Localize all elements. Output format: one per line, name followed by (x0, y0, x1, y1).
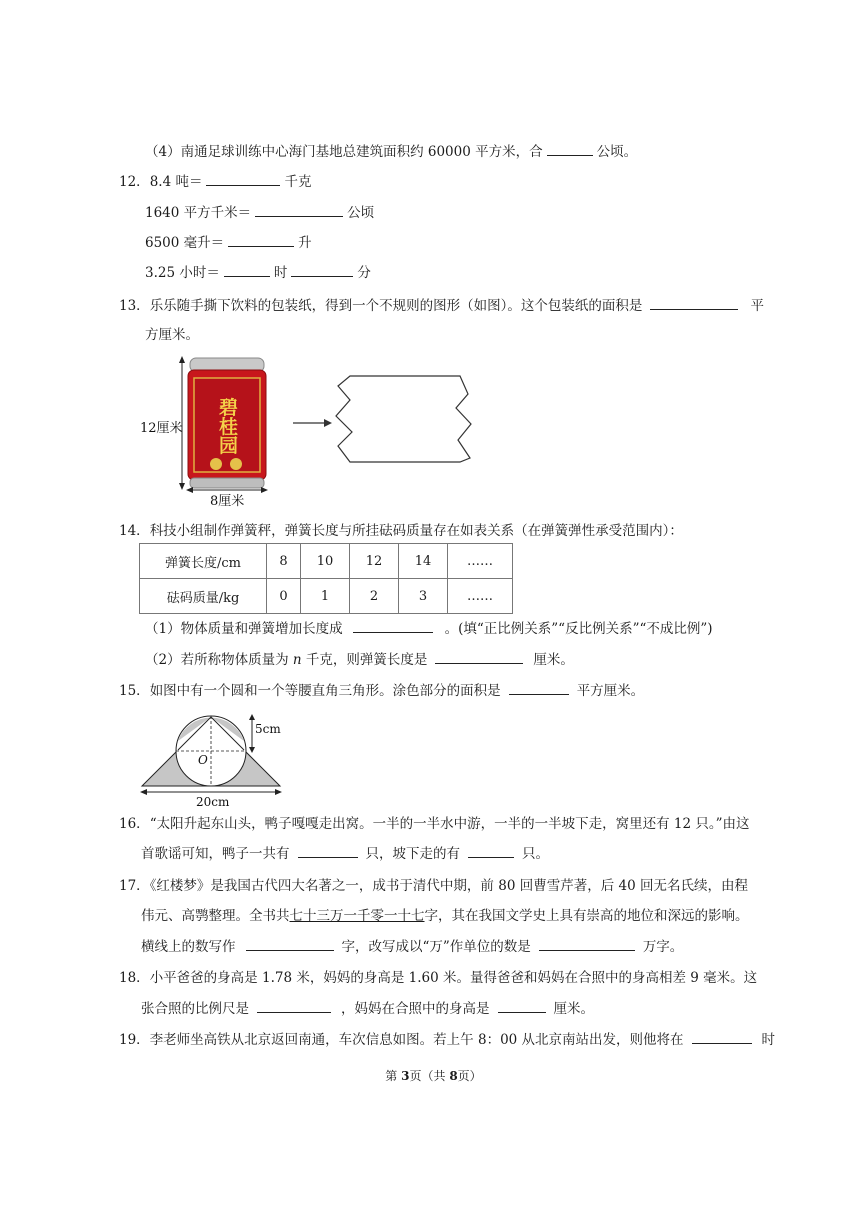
question-number: 16． (119, 816, 150, 832)
question-number: 13． (119, 298, 150, 314)
q14-sub1-suffix: 。(填“正比例关系”“反比例关系”“不成比例”) (444, 621, 713, 637)
q18-text: 张合照的比例尺是 (141, 1001, 249, 1017)
page-footer (0, 1067, 867, 1084)
q14-sub2-text: （2）若所称物体质量为 (145, 652, 289, 668)
q14-sub2 (145, 649, 574, 670)
table-row-header: 砝码质量/kg (140, 579, 267, 614)
total-pages: 8 (449, 1069, 458, 1083)
q15-line (119, 680, 644, 701)
q17-text: 字，其在我国文学史上具有崇高的地位和深远的影响。 (424, 908, 749, 924)
wrapper-shape (336, 376, 471, 462)
q16-text: 只。 (522, 846, 549, 862)
q19-line1 (119, 1029, 775, 1050)
footer-text: 第 (385, 1069, 402, 1083)
q17-text: 伟元、高鹗整理。全书共 (141, 908, 290, 924)
answer-blank[interactable] (257, 998, 331, 1013)
answer-blank[interactable] (539, 936, 635, 951)
q13-figure (138, 352, 483, 508)
q14-intro (119, 521, 683, 541)
q12-expr: 1640 平方千米＝ (145, 205, 252, 221)
q17-text: 横线上的数写作 (141, 939, 236, 955)
footer-text: 页） (457, 1069, 482, 1083)
q17-text: 万字。 (642, 939, 684, 955)
q16-text: 只，坡下走的有 (365, 846, 460, 862)
q18-text: 小平爸爸的身高是 1.78 米，妈妈的身高是 1.60 米。量得爸爸和妈妈在合照中的身高相差 9 毫米。这 (149, 970, 758, 986)
question-number: 12． (119, 174, 150, 190)
variable-n: n (292, 652, 302, 668)
footer-text: 页（共 (409, 1069, 450, 1083)
question-number: 17． (119, 878, 150, 894)
q13-line2 (145, 325, 199, 345)
question-number: 14． (119, 523, 150, 539)
q13-text: 方厘米。 (145, 327, 199, 343)
answer-blank[interactable] (298, 843, 358, 858)
answer-blank[interactable] (498, 998, 546, 1013)
answer-blank[interactable] (435, 649, 523, 664)
label-center-o: O (198, 753, 208, 767)
table-cell: 14 (399, 544, 448, 579)
table-cell: 12 (350, 544, 399, 579)
table-row (140, 544, 513, 579)
unit-text: 千克 (284, 174, 312, 190)
q17-text: 字，改写成以“万”作单位的数是 (341, 939, 531, 955)
unit-text: 厘米。 (533, 652, 574, 668)
spring-data-table (139, 543, 513, 614)
q17-line1 (119, 876, 748, 896)
q17-text: 《红楼梦》是我国古代四大名著之一，成书于清代中期，前 80 回曹雪芹著，后 40 回无名氏续，由程 (149, 878, 748, 894)
q12-expr: 8.4 吨＝ (149, 174, 203, 190)
answer-blank[interactable] (468, 843, 514, 858)
unit-text: 分 (357, 265, 371, 281)
question-number: 19． (119, 1032, 150, 1048)
answer-blank[interactable] (692, 1029, 752, 1044)
table-cell: 3 (399, 579, 448, 614)
height-label: 12厘米 (140, 421, 183, 436)
q15-text: 如图中有一个圆和一个等腰直角三角形。涂色部分的面积是 (149, 683, 501, 699)
q18-line1 (119, 968, 757, 988)
answer-blank[interactable] (650, 295, 738, 310)
unit-text: 平方厘米。 (576, 683, 645, 699)
label-5cm: 5cm (255, 722, 281, 736)
answer-blank[interactable] (246, 936, 334, 951)
q12-line3 (145, 232, 312, 253)
table-cell: 1 (301, 579, 350, 614)
table-cell: …… (448, 579, 513, 614)
answer-blank[interactable] (206, 171, 280, 186)
answer-blank[interactable] (547, 141, 593, 156)
table-row-header: 弹簧长度/cm (140, 544, 267, 579)
q19-tail: 时 (761, 1032, 776, 1048)
q18-text: ，妈妈在合照中的身高是 (341, 1001, 490, 1017)
q16-text: 首歌谣可知，鸭子一共有 (141, 846, 290, 862)
unit-text: 公顷。 (596, 144, 638, 160)
q13-line1 (119, 295, 764, 316)
answer-blank[interactable] (353, 618, 433, 633)
unit-text: 公顷 (347, 205, 375, 221)
q12-line2 (145, 202, 374, 223)
unit-text: 升 (298, 235, 312, 251)
q16-line1 (119, 814, 750, 834)
q15-figure (138, 706, 290, 808)
q14-sub1 (145, 618, 713, 639)
q12-line1 (119, 171, 311, 192)
unit-text: 时 (273, 265, 288, 281)
q19-text: 李老师坐高铁从北京返回南通，车次信息如图。若上午 8：00 从北京南站出发，则他将在 (149, 1032, 684, 1048)
q14-sub2-text: 千克，则弹簧长度是 (305, 652, 428, 668)
q14-text: 科技小组制作弹簧秤，弹簧长度与所挂砝码质量存在如表关系（在弹簧弹性承受范围内）： (149, 523, 683, 539)
can-brand-label: 碧桂园 (216, 397, 238, 455)
q12-expr: 3.25 小时＝ (145, 265, 220, 281)
q12-line4 (145, 262, 371, 283)
q16-line2 (141, 843, 549, 864)
table-cell: 10 (301, 544, 350, 579)
q17-line2 (141, 906, 749, 926)
table-cell: 2 (350, 579, 399, 614)
q16-text: “太阳升起东山头，鸭子嘎嘎走出窝。一半的一半水中游，一半的一半坡下走，窝里还有 12 只。”由这 (149, 816, 750, 832)
underlined-number-words: 七十三万一千零一十七 (289, 908, 425, 924)
q14-sub1-text: （1）物体质量和弹簧增加长度成 (145, 621, 343, 637)
q11-part4 (145, 141, 637, 162)
table-cell: 0 (267, 579, 301, 614)
q17-line3 (141, 936, 683, 957)
answer-blank[interactable] (224, 262, 270, 277)
question-number: 15． (119, 683, 150, 699)
answer-blank[interactable] (509, 680, 569, 695)
question-number: 18． (119, 970, 150, 986)
q13-text: 乐乐随手撕下饮料的包装纸，得到一个不规则的图形（如图）。这个包装纸的面积是 (149, 298, 643, 314)
q13-tail: 平 (750, 298, 764, 314)
table-cell: 8 (267, 544, 301, 579)
table-row (140, 579, 513, 614)
answer-blank[interactable] (291, 262, 353, 277)
q12-expr: 6500 毫升＝ (145, 235, 225, 251)
q18-line2 (141, 998, 594, 1019)
width-label: 8厘米 (210, 494, 245, 508)
q11-part4-text: （4）南通足球训练中心海门基地总建筑面积约 60000 平方米，合 (145, 144, 543, 160)
answer-blank[interactable] (228, 232, 294, 247)
answer-blank[interactable] (255, 202, 343, 217)
label-20cm: 20cm (196, 795, 230, 808)
page-number: 3 (401, 1069, 410, 1083)
table-cell: …… (448, 544, 513, 579)
q18-text: 厘米。 (553, 1001, 594, 1017)
